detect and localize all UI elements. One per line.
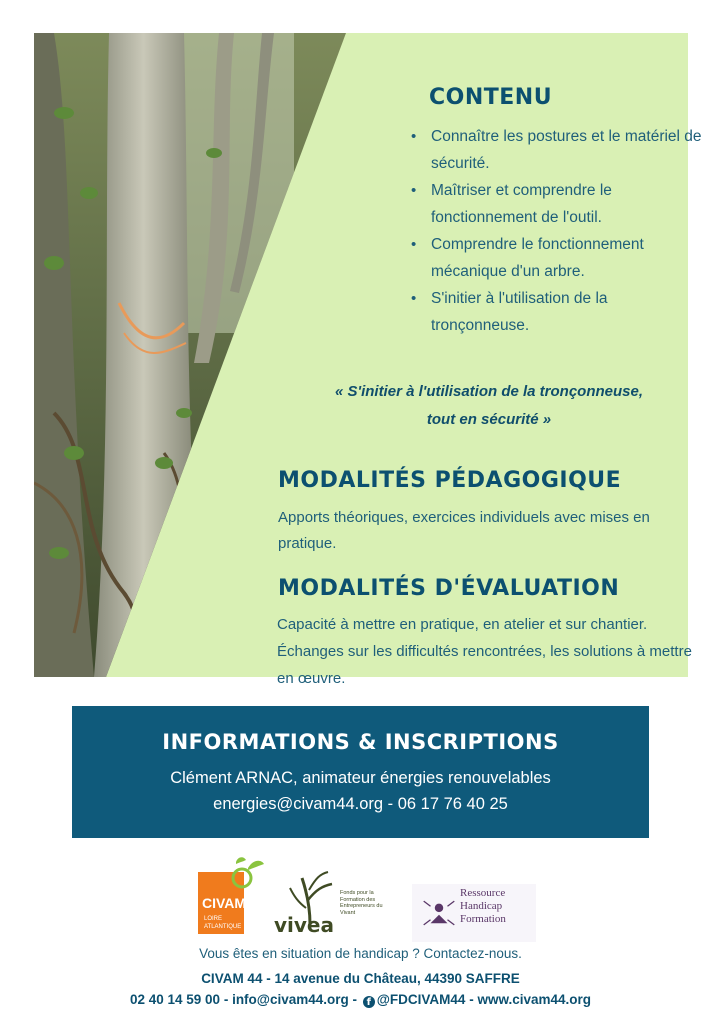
list-item: • Maîtriser et comprendre le fonctionnement de l'outil. — [406, 177, 706, 231]
evaluation-title: MODALITÉS D'ÉVALUATION — [278, 576, 620, 601]
list-item: • Comprendre le fonctionnement mécanique d'un arbre. — [406, 231, 706, 285]
rhf-emblem-icon — [422, 896, 456, 930]
list-item: • Connaître les postures et le matériel de sécurité. — [406, 123, 706, 177]
rhf-line-1: Ressource — [460, 887, 506, 899]
vivea-logo-tagline: Fonds pour la Formation des Entrepreneurs du Vivant — [340, 890, 383, 916]
info-title: INFORMATIONS & INSCRIPTIONS — [162, 730, 559, 754]
facebook-handle[interactable]: @FDCIVAM44 — [376, 992, 466, 1007]
pedagogique-title: MODALITÉS PÉDAGOGIQUE — [278, 468, 622, 493]
contact-phone-email[interactable]: 02 40 14 59 00 - info@civam44.org - — [129, 992, 361, 1007]
ressource-handicap-formation-logo — [412, 884, 536, 942]
civam-logo-name: CIVAM — [202, 895, 247, 911]
footer-contact — [0, 992, 721, 1008]
evaluation-text: Capacité à mettre en pratique, en atelier et sur chantier. Échanges sur les difficultés rencontrées, les solutions à mettre en œuvre. — [277, 616, 692, 687]
vivea-logo-name: vivea — [274, 913, 334, 937]
footer-handicap: Vous êtes en situation de handicap ? Contactez-nous. — [199, 946, 522, 961]
contact-name: Clément ARNAC, animateur énergies renouvelables — [170, 769, 551, 787]
quote — [314, 378, 664, 434]
contenu-title: CONTENU — [429, 85, 553, 110]
quote-line-2: tout en sécurité » — [426, 411, 552, 428]
hero-panel — [34, 33, 702, 687]
pedagogique-text: Apports théoriques, exercices individuels avec mises en pratique. — [278, 509, 650, 552]
facebook-icon: f — [363, 996, 375, 1008]
website-link[interactable]: - www.civam44.org — [465, 992, 591, 1007]
civam-logo-sub1: LOIRE — [204, 916, 223, 922]
list-item: • S'initier à l'utilisation de la tronçonneuse. — [406, 285, 706, 339]
info-box — [72, 706, 649, 838]
contenu-list — [406, 123, 706, 339]
civam-logo-sub2: ATLANTIQUE — [204, 924, 242, 930]
quote-line-1: « S'initier à l'utilisation de la tronçonneuse, — [334, 383, 644, 400]
contact-details[interactable]: energies@civam44.org - 06 17 76 40 25 — [213, 795, 508, 813]
rhf-line-3: Formation — [460, 913, 506, 925]
civam-logo — [196, 856, 268, 936]
footer-address: CIVAM 44 - 14 avenue du Château, 44390 SAFFRE — [201, 971, 520, 986]
vivea-logo — [272, 866, 384, 936]
rhf-line-2: Handicap — [460, 900, 503, 912]
